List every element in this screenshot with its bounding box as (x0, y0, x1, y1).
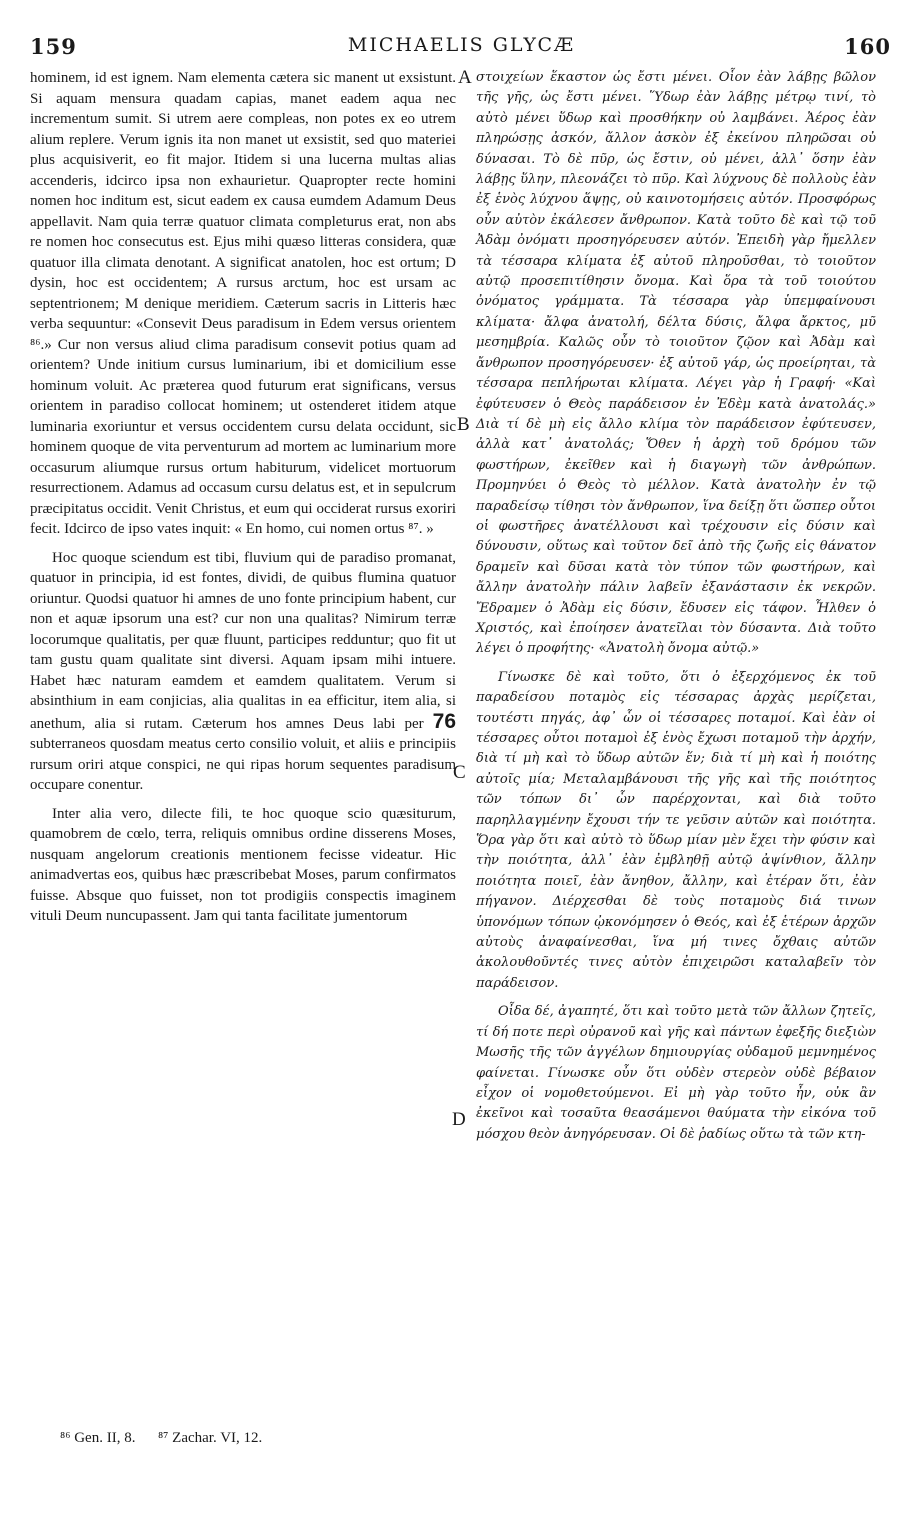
page-number-left: 159 (30, 34, 77, 59)
greek-paragraph-3: Οἶδα δέ, ἀγαπητέ, ὅτι καὶ τοῦτο μετὰ τῶν ἄλλων ζητεῖς, τί δή ποτε περὶ οὐρανοῦ καὶ γῆς καὶ πάντων ἐφεξῆς διεξιὼν Μωσῆς τῆς τῶν ἀγγέλων δημιουργίας οὐδαμοῦ μεμνημένος φαίνεται. Γίνωσκε οὖν ὅτι οὐδὲν στερεὸν οὐδὲ βέβαιον εἶχον οἱ νομοθετούμενοι. Εἰ μὴ γὰρ τοῦτο ἦν, οὐκ ἂν ἐκεῖνοι καὶ τοσαῦτα θεασάμενοι θαύματα τὴν εἰκόνα τοῦ μόσχου θεὸν ἀνηγόρευσαν. Οἱ δὲ ῥαδίως οὕτω τὰ τῶν κτη- (476, 1004, 876, 1142)
greek-paragraph-1: στοιχείων ἕκαστον ὡς ἔστι μένει. Οἷον ἐὰν λάβῃς βῶλον τῆς γῆς, ὡς ἔστι μένει. Ὕδωρ ἐὰν λάβῃς μέτρῳ τινί, τὸ αὐτὸ μένει ὕδωρ καὶ προσθήκην οὐ λαμβάνει. Ἀέρος ἐὰν πληρώσῃς ἀσκόν, ἄλλον ἀσκὸν ἐξ ἐκείνου πληρῶσαι οὐ δύνασαι. Τὸ δὲ πῦρ, ὡς ἔστιν, οὐ μένει, ἀλλ᾽ ὅσην ἐὰν λάβῃς ὕλην, πλεονάζει τὸ πῦρ. Καὶ λύχνους δὲ πολλοὺς ἐὰν ἐξ ἑνὸς λύχνου ἅψῃς, οὐ καινοτομήσεις αὐτόν. Προσφόρως οὖν αὐτὸν ἐκάλεσεν ἄνθρωπον. Κατὰ τοῦτο δὲ καὶ τῷ τοῦ Ἀδὰμ ὀνόματι προσηγόρευσεν αὐτόν. Ἐπειδὴ γὰρ ἤμελλεν τὰ τέσσαρα κλίματα ἐξ αὐτοῦ πληροῦσθαι, τὸ τοιοῦτον αὐτῷ προσεπιτίθησιν ὄνομα. Καὶ ὅρα τὰ τοῦ τοιούτου ὀνόματος γράμματα. Τὰ τέσσαρα γὰρ ὑπεμφαίνουσι κλίματα· ἄλφα ἀνατολή, δέλτα δύσις, ἄλφα ἄρκτος, μῦ μεσημβρία. Καλῶς οὖν τὸ τοιοῦτον ζῷον καὶ Ἀδὰμ καὶ ἄνθρωπον προσηγόρευσεν· ἐξ αὐτοῦ γάρ, ὡς προείρηται, τὰ τέσσαρα πεπλήρωται κλίματα. Λέγει γὰρ ἡ Γραφή· «Καὶ ἐφύτευσεν ὁ Θεὸς παράδεισον ἐν Ἐδὲμ κατὰ ἀνατολάς.» Διὰ τί δὲ μὴ εἰς ἄλλο κλίμα τὸν παράδεισον ἐφύτευσεν, ἀλλὰ κατ᾽ ἀνατολάς; Ὅθεν ἡ ἀρχὴ τοῦ δρόμου τῶν φωστήρων, ἐκεῖθεν καὶ ἡ διαγωγὴ τῶν ἀνθρώπων. Προμηνύει ὁ Θεὸς τὸ μέλλον. Κατὰ ἀνατολὴν ἐν τῷ παραδείσῳ τίθησι τὸν ἄνθρωπον, ἵνα δείξῃ ὅτι ὥσπερ οὗτοι οἱ φωστῆρες ἀνατέλλουσι καὶ τρέχουσιν εἰς δύσιν καὶ δύνουσιν, οὕτως καὶ τοῦτον δεῖ ἀπὸ τῆς ζωῆς εἰς θάνατον δραμεῖν καὶ δῦσαι κατὰ τὸν τύπον τῶν φωστήρων, καὶ ἄλλην ἀνατολὴν πάλιν λαβεῖν ἐξανάστασιν ἐκ νεκρῶν. Ἔδραμεν ὁ Ἀδὰμ εἰς δύσιν, ἔδυσεν εἰς τάφον. Ἦλθεν ὁ Χριστός, καὶ ἐποίησεν ἀνατεῖλαι τὸν δύσαντα. Διὰ τοῦτο λέγει ὁ προφήτης· «Ἀνατολὴ ὄνομα αὐτῷ.» (476, 70, 876, 657)
greek-paragraph-2: Γίνωσκε δὲ καὶ τοῦτο, ὅτι ὁ ἐξερχόμενος ἐκ τοῦ παραδείσου ποταμὸς εἰς τέσσαρας ἀρχὰς μερίζεται, τουτέστι πηγάς, ἀφ᾽ ὧν οἱ τέσσαρες ποταμοί. Καὶ ἐὰν οἱ τέσσαρες οὗτοι ποταμοὶ ἐξ ἑνὸς ἔχωσι ποταμοῦ τὴν ἀρχήν, διὰ τί μὴ καὶ τὸ ὕδωρ αὐτῶν ἕν; διὰ τί μὴ καὶ ἡ ποιότης αὐτοῖς μία; Μεταλαμβάνουσι τῆς γῆς καὶ τῆς ποιότητος τῶν τόπων δι᾽ ὧν παρέρχονται, καὶ διὰ τοῦτο παρηλλαγμένην ἔχουσι τήν τε γεῦσιν αὐτῶν καὶ ποιότητα. Ὅρα γὰρ ὅτι καὶ αὐτὸ τὸ ὕδωρ μίαν μὲν ἔχει τὴν φύσιν καὶ τὴν ποιότητα, ἀλλ᾽ ἐὰν ἐμβληθῇ αὐτῷ ἀψίνθιον, ἄλλην ποιότητα ποιεῖ, ἐὰν ἄνηθον, ἄλλην, καὶ ἑτέραν ὅτι, ἐὰν πήγανον. Διέρχεσθαι δὲ τοὺς ποταμοὺς διά τινων ὑπονόμων τόπων ᾠκονόμησεν ὁ Θεός, καὶ ἐξ ἑτέρων ἀρχῶν αὐτοὺς ἀναφαίνεσθαι, ἵνα μή τινες ὄχθαις αὐτῶν ἀκολουθοῦντές τινες αὐτὸν ἐπιχειρῶσι καταλαβεῖν τὸν παράδεισον. (476, 669, 876, 991)
latin-paragraph-2-part-b: subterraneos quosdam meatus certo consilio voluit, et aliis e principiis rursum oriri atque conspici, ne qui ripas horum sequentes paradisum occupare conentur. (30, 736, 456, 793)
greek-column (476, 68, 876, 1145)
latin-paragraph-3: Inter alia vero, dilecte fili, te hoc quoque scio quæsiturum, quamobrem de cœlo, terra, reliquis omnibus ordine disserens Moses, nusquam angelorum creationis mentionem fecisse videatur. Hic animadvertas eos, quibus hæc præscribebat Moses, parum confirmatos fuisse. Absque quo fuisset, non tot prodigiis conspectis imaginem vituli Deum nuncupassent. Jam qui tanta facilitate jumentorum (30, 805, 456, 924)
footnote-86: ⁸⁶ Gen. II, 8. (60, 1430, 136, 1446)
margin-letter-d: D (452, 1109, 466, 1130)
column-number: 76 (432, 709, 457, 733)
footnote-87: ⁸⁷ Zachar. VI, 12. (157, 1430, 263, 1446)
margin-letter-c: C (453, 762, 466, 783)
running-title: MICHAELIS GLYCÆ (347, 34, 576, 56)
margin-letter-a: A (458, 67, 472, 88)
page-number-right: 160 (844, 34, 891, 59)
latin-paragraph-2-part-a: Hoc quoque sciendum est tibi, fluvium qui de paradiso promanat, quatuor in principia, id est fontes, dividi, de quibus flumina quatuor oriuntur. Quodsi quatuor hi amnes de uno fonte principium habent, cur non et aquæ ipsorum una est? cur non una qualitas? Nimirum terræ locorumque qualitatis, per quæ fluunt, participes redduntur; quo fit ut tam gustu quam qualitate sint diversi. Aquam ipsam mihi intuere. Habet hæc naturam eamdem et eamdem qualitatem. Verum si absinthium in eam conjicias, alia qualitas in ea efficitur, item alia, si anethum, alia si rutam. Cæterum hos amnes Deus labi per (30, 549, 456, 732)
latin-paragraph-1: hominem, id est ignem. Nam elementa cætera sic manent ut exsistunt. Si aquam mensura quadam capias, manet eadem aqua nec incrementum sumit. Si utrem aere compleas, non potes ex eo utrem alium replere. Verum ignis ita non manet ut exsistit, sed quo materiei plus acquisiverit, eo fit major. Itidem si una lucerna multas alias accenderis, idcirco ipsa non exhaurietur. Quapropter recte homini nomen hoc inditum est, sicut eadem ex causa eumdem Adamum Deus appellavit. Nam quia terræ quatuor climata completurus erat, non abs re nomen hoc consecutus est. Ejus mihi quæso litteras considera, quæ quatuor illa climata denotant. A significat anatolen, hoc est ortum; D dysin, hoc est occidentem; A rursus arctum, hoc est ursam ac septentrionem; M denique meridiem. Cæterum sacris in Litteris hæc verba sequuntur: «Consevit Deus paradisum in Edem versus orientem ⁸⁶.» Cur non versus aliud clima paradisum consevit potius quam ad orientem? Unde initium cursus luminarium, ibi et domicilium esse hominum voluit. Ac præterea quod futurum erat significans, versus orientem in paradiso collocat hominem; ut ostenderet itidem atque luminaria exoriuntur et versus occidentem cursu delata occidunt, sic hominem quoque de vita perventurum ad mortem ac luminarium more occasurum aliumque rursus ortum habiturum, videlicet mortuorum resurrectionem. Adamus ad occasum cursu delatus est, et in sepulcrum præcipitatus occidit. Venit Christus, et eum qui occiderat rursus exoriri fecit. Idcirco de ipso vates inquit: « En homo, cui nomen ortus ⁸⁷. » (30, 70, 456, 537)
footnotes (60, 1430, 262, 1447)
margin-letter-b: B (457, 414, 470, 435)
latin-column (30, 68, 456, 927)
latin-paragraph-2 (30, 548, 456, 796)
